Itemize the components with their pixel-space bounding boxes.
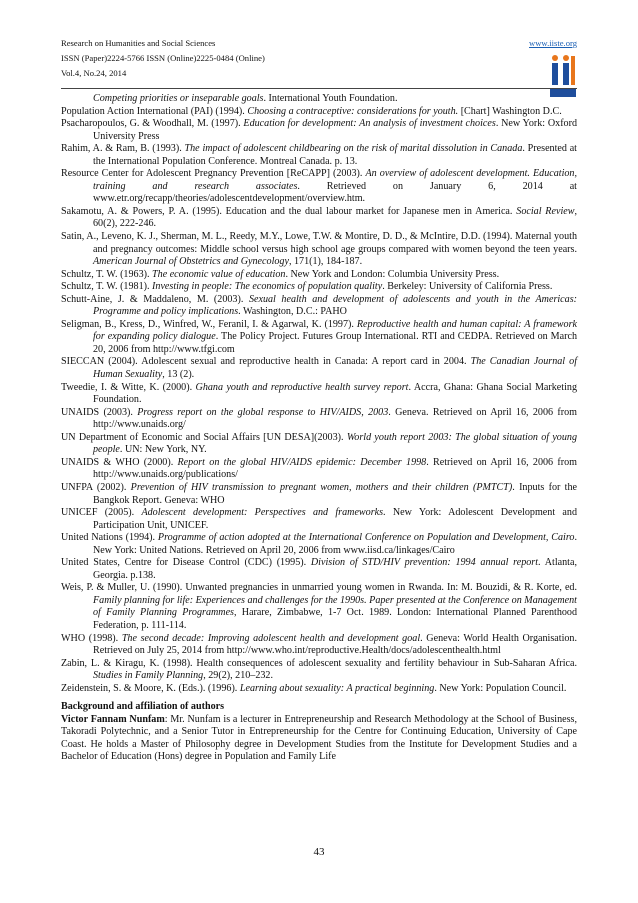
reference-entry	[61, 281, 577, 294]
volume-line: Vol.4, No.24, 2014	[61, 68, 127, 78]
reference-authors: Sakamotu, A. & Powers, P. A. (1995). Education and the dual labour market for Japanese men in America.	[61, 205, 517, 217]
reference-title: Investing in people: The economics of population quality	[152, 281, 383, 293]
reference-title: Competing priorities or inseparable goals	[93, 93, 264, 104]
reference-authors: Population Action International (PAI) (1994).	[61, 105, 248, 117]
reference-authors: WHO (1998).	[61, 632, 122, 644]
reference-title: Division of STD/HIV prevention: 1994 annual report	[310, 557, 539, 569]
reference-list	[61, 93, 577, 695]
reference-authors: UNICEF (2005).	[61, 507, 142, 519]
reference-authors: Resource Center for Adolescent Pregnancy Prevention [ReCAPP] (2003).	[61, 168, 366, 180]
reference-title: Family planning for life: Experiences and challenges for the 1990s. Paper presented at the Conference on Management of Family Planning Programmes	[93, 594, 577, 619]
journal-website-link[interactable]: www.iiste.org	[529, 38, 577, 48]
reference-entry	[61, 206, 577, 231]
reference-entry	[61, 382, 577, 407]
reference-details: , 29(2), 210–232.	[203, 670, 273, 682]
reference-entry	[61, 118, 577, 143]
reference-title: Learning about sexuality: A practical beginning	[239, 682, 435, 694]
reference-entry	[61, 269, 577, 282]
reference-details: , 60(2), 222-246.	[93, 205, 577, 230]
reference-entry	[61, 231, 577, 269]
reference-entry	[61, 557, 577, 582]
reference-entry	[61, 658, 577, 683]
reference-authors: SIECCAN (2004). Adolescent sexual and reproductive health in Canada: A report card in 2004.	[61, 356, 471, 368]
reference-authors: Satin, A., Leveno, K. J., Sherman, M. L., Reedy, M.Y., Lowe, T.W. & Montire, D. D., & McIntire, D.D. (1994). Maternal youth and pregnancy outcomes: Middle school versus high school age groups compared with women beyond the teen years.	[61, 231, 577, 255]
reference-details: . New York: Population Council.	[434, 682, 567, 694]
reference-title: Prevention of HIV transmission to pregnant women, mothers and their children (PMTCT)	[130, 481, 513, 493]
reference-title: Adolescent development: Perspectives and frameworks	[141, 507, 384, 519]
reference-details: . Berkeley: University of California Press.	[382, 281, 553, 293]
reference-entry	[61, 143, 577, 168]
author-bio	[61, 714, 577, 764]
reference-details: . Geneva: World Health Organisation. Retrieved on July 25, 2014 from http://www.who.int/reproductive.Health/docs/adolescenthealth.html	[93, 632, 577, 657]
journal-name: Research on Humanities and Social Sciences	[61, 38, 216, 48]
reference-title: Reproductive health and human capital: A framework for expanding policy dialogue	[93, 318, 577, 343]
reference-details: . New York: Oxford University Press	[93, 118, 578, 142]
reference-title: Studies in Family Planning	[93, 670, 204, 682]
reference-entry	[61, 582, 577, 632]
reference-title: Progress report on the global response to HIV/AIDS, 2003	[137, 406, 389, 418]
reference-title: The Canadian Journal of Human Sexuality	[93, 356, 578, 381]
reference-title: Ghana youth and reproductive health survey report	[195, 381, 409, 393]
reference-authors: Rahim, A. & Ram, B. (1993).	[61, 143, 185, 155]
reference-details: . International Youth Foundation.	[263, 93, 398, 104]
reference-title: Choosing a contraceptive: considerations for youth.	[247, 105, 459, 117]
reference-entry	[61, 168, 577, 206]
reference-title: An overview of adolescent development. Education, training and research associates	[93, 168, 577, 192]
reference-entry	[61, 482, 577, 507]
reference-details: . Retrieved on January 6, 2014 at www.etr.org/recapp/theories/adolescentdevelopment/overview.htm.	[93, 180, 577, 205]
reference-details: . Presented at the International Population Conference. Montreal Canada. p. 13.	[93, 143, 577, 167]
reference-authors: Schutt-Aine, J. & Maddaleno, M. (2003).	[61, 293, 249, 305]
reference-entry	[61, 633, 577, 658]
reference-title: American Journal of Obstetrics and Gynecology	[93, 256, 289, 268]
reference-title: Social Review	[516, 205, 575, 217]
reference-authors: UNAIDS (2003).	[61, 406, 138, 418]
reference-details: . New York: Adolescent Development and Participation Unit, UNICEF.	[93, 507, 577, 531]
reference-details: . UN: New York, NY.	[119, 444, 207, 456]
reference-authors: United States, Centre for Disease Control (CDC) (1995).	[61, 557, 311, 569]
reference-details: . Inputs for the Bangkok Report. Geneva: WHO	[93, 481, 578, 506]
reference-title: Report on the global HIV/AIDS epidemic: December 1998	[177, 456, 427, 468]
reference-authors: Tweedie, I. & Witte, K. (2000).	[61, 381, 196, 393]
reference-entry	[61, 106, 577, 119]
reference-title: Sexual health and development of adolescents and youth in the Americas: Programme and policy implications	[93, 293, 577, 318]
reference-title: The impact of adolescent childbearing on the risk of marital dissolution in Canada	[184, 143, 523, 155]
references-content	[61, 93, 577, 764]
reference-entry	[61, 683, 577, 696]
reference-entry	[61, 407, 577, 432]
reference-details: . The Policy Project. Futures Group International. RTI and CEDPA. Retrieved on March 20, 2006 from http://www.tfgi.com	[93, 331, 577, 355]
reference-details: . Accra, Ghana: Ghana Social Marketing Foundation.	[93, 381, 577, 406]
reference-authors: United Nations (1994).	[61, 532, 158, 544]
reference-details: . Atlanta, Georgia. p.138.	[93, 557, 577, 581]
reference-title: Programme of action adopted at the International Conference on Population and Development, Cairo	[157, 532, 575, 544]
reference-authors: Weis, P. & Muller, U. (1990). Unwanted pregnancies in unmarried young women in Rwanda. In: M. Bouzidi, & R. Korte, ed.	[61, 582, 577, 594]
reference-entry	[61, 432, 577, 457]
page-number: 43	[313, 846, 325, 858]
reference-title: The economic value of education	[152, 268, 286, 280]
reference-details: , 13 (2).	[162, 369, 195, 381]
reference-title: Education for development: An analysis of investment choices	[243, 118, 496, 130]
reference-authors: Psacharopoulos, G. & Woodhall, M. (1997).	[61, 118, 244, 130]
reference-authors: Schultz, T. W. (1981).	[61, 281, 153, 293]
reference-authors: UN Department of Economic and Social Affairs [UN DESA](2003).	[61, 431, 347, 443]
reference-details: . New York and London: Columbia University Press.	[285, 268, 500, 280]
reference-details: . Washington, D.C.: PAHO	[238, 306, 347, 318]
reference-title: The second decade: Improving adolescent health and development goal	[121, 632, 421, 644]
reference-details: . Geneva. Retrieved on April 16, 2006 from http://www.unaids.org/	[93, 406, 578, 431]
reference-details: [Chart] Washington D.C.	[458, 105, 562, 117]
reference-authors: UNFPA (2002).	[61, 481, 131, 493]
reference-authors: Schultz, T. W. (1963).	[61, 268, 153, 280]
reference-details: . New York: United Nations. Retrieved on April 20, 2006 from www.iisd.ca/linkages/Cairo	[93, 532, 577, 556]
reference-entry	[61, 507, 577, 532]
reference-details: . Retrieved on April 16, 2006 from http://www.unaids.org/publications/	[93, 456, 578, 481]
section-heading: Background and affiliation of authors	[61, 701, 225, 713]
author-name: Victor Fannam Nunfam	[61, 713, 165, 725]
page-header	[61, 36, 577, 96]
reference-entry	[61, 356, 577, 381]
issn-line: ISSN (Paper)2224-5766 ISSN (Online)2225-0484 (Online)	[61, 53, 265, 63]
reference-authors: Seligman, B., Kress, D., Winfred, W., Feranil, I. & Agarwal, K. (1997).	[61, 318, 357, 330]
reference-authors: Zabin, L. & Kiragu, K. (1998). Health consequences of adolescent sexuality and fertility behaviour in Sub-Saharan Africa.	[61, 657, 577, 669]
reference-authors: Zeidenstein, S. & Moore, K. (Eds.). (1996).	[61, 682, 240, 694]
author-bio-text: : Mr. Nunfam is a lecturer in Entrepreneurship and Research Methodology at the School of Business, Takoradi Polytechnic, and a Senior Tutor in Entrepreneurship for the Centre for Continuing Education, University of Cape Coast. He holds a Master of Philosophy degree in Development Studies from the Institute for Development Studies and a Bachelor of Education (Hons) degree in Population and Family Life	[61, 713, 577, 763]
reference-entry	[61, 319, 577, 357]
reference-authors: UNAIDS & WHO (2000).	[61, 456, 178, 468]
reference-details: , 171(1), 184-187.	[288, 256, 363, 268]
reference-title: World youth report 2003: The global situation of young people	[93, 431, 577, 456]
reference-entry	[61, 457, 577, 482]
header-rule	[61, 88, 577, 89]
reference-entry	[61, 93, 577, 106]
reference-entry	[61, 294, 577, 319]
iiste-logo	[549, 52, 577, 98]
reference-entry	[61, 532, 577, 557]
reference-details: , Harare, Zimbabwe, 1-7 Oct. 1989. London: International Planned Parenthood Federation, p. 111-114.	[93, 607, 578, 631]
